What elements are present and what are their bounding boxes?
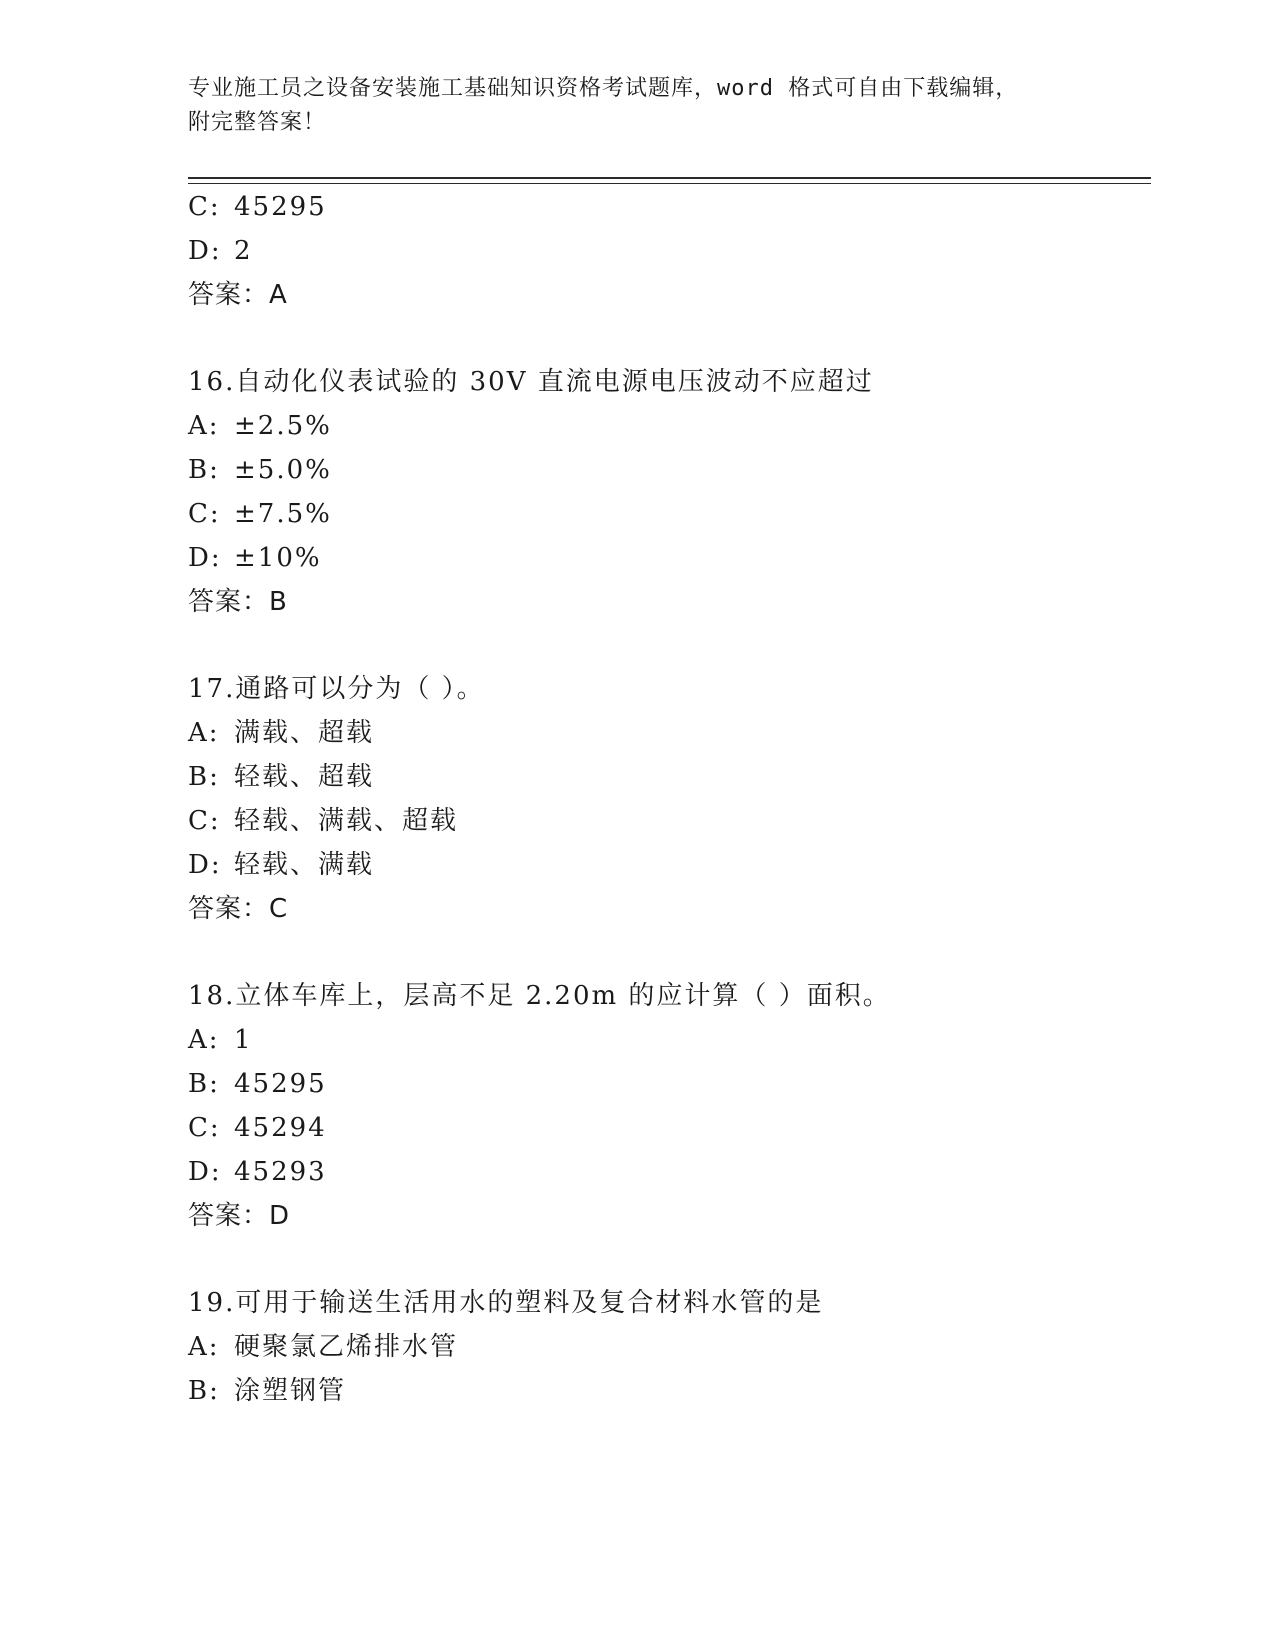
- q18-option-b: [188, 1067, 327, 1101]
- q17-option-c: [188, 804, 458, 838]
- q16-stem: 16.自动化仪表试验的 30V 直流电源电压波动不应超过: [188, 367, 874, 397]
- q17-option-d: [188, 848, 374, 882]
- option-text: 轻载、满载: [234, 850, 375, 880]
- q17-stem: 17.通路可以分为（ ）。: [188, 674, 485, 704]
- option-label: C:: [188, 192, 221, 222]
- option-text: 45294: [234, 1113, 327, 1143]
- option-label: D:: [188, 1157, 222, 1187]
- option-text: 轻载、满载、超载: [234, 806, 459, 836]
- q16-option-d: [188, 541, 322, 575]
- q17-answer: 答案：C: [188, 894, 289, 924]
- option-label: B:: [188, 455, 220, 485]
- option-text: 1: [234, 1025, 253, 1055]
- q16-option-a: [188, 409, 332, 443]
- option-label: A:: [188, 1332, 220, 1362]
- option-label: D:: [188, 236, 222, 266]
- q17-option-b: [188, 760, 374, 794]
- header-title-line2: 附完整答案！: [188, 110, 327, 135]
- option-label: A:: [188, 1025, 220, 1055]
- option-label: C:: [188, 806, 221, 836]
- q18-stem: 18.立体车库上，层高不足 2.20m 的应计算（ ）面积。: [188, 981, 891, 1011]
- header-divider-thick: [188, 177, 1151, 179]
- option-text: ±2.5%: [234, 411, 332, 441]
- q15-option-c: [188, 190, 327, 224]
- option-label: D:: [188, 850, 222, 880]
- q16-option-c: [188, 497, 332, 531]
- option-text: 涂塑钢管: [234, 1376, 347, 1406]
- q15-option-d: [188, 234, 253, 268]
- q16-option-b: [188, 453, 332, 487]
- q19-stem: 19.可用于输送生活用水的塑料及复合材料水管的是: [188, 1288, 824, 1318]
- option-text: 硬聚氯乙烯排水管: [234, 1332, 459, 1362]
- option-label: A:: [188, 411, 220, 441]
- option-label: B:: [188, 1069, 220, 1099]
- q16-answer: 答案：B: [188, 587, 288, 617]
- option-text: ±7.5%: [234, 499, 332, 529]
- q18-answer: 答案：D: [188, 1201, 291, 1231]
- q15-answer: 答案：A: [188, 280, 288, 310]
- option-text: 轻载、超载: [234, 762, 375, 792]
- q17-option-a: [188, 716, 374, 750]
- option-label: D:: [188, 543, 222, 573]
- option-label: C:: [188, 1113, 221, 1143]
- option-text: 45295: [234, 1069, 327, 1099]
- option-text: 45295: [234, 192, 327, 222]
- option-label: C:: [188, 499, 221, 529]
- option-text: 2: [234, 236, 253, 266]
- option-label: B:: [188, 762, 220, 792]
- option-text: 45293: [234, 1157, 327, 1187]
- option-label: A:: [188, 718, 220, 748]
- option-text: ±5.0%: [234, 455, 332, 485]
- document-header: [188, 72, 1088, 140]
- option-text: 满载、超载: [234, 718, 375, 748]
- header-title-line1: 专业施工员之设备安装施工基础知识资格考试题库，word 格式可自由下载编辑，: [188, 76, 1019, 101]
- q18-option-c: [188, 1111, 327, 1145]
- q19-option-b: [188, 1374, 346, 1408]
- option-text: ±10%: [234, 543, 322, 573]
- header-divider-thin: [188, 183, 1151, 184]
- q19-option-a: [188, 1330, 458, 1364]
- q18-option-d: [188, 1155, 327, 1189]
- q18-option-a: [188, 1023, 253, 1057]
- option-label: B:: [188, 1376, 220, 1406]
